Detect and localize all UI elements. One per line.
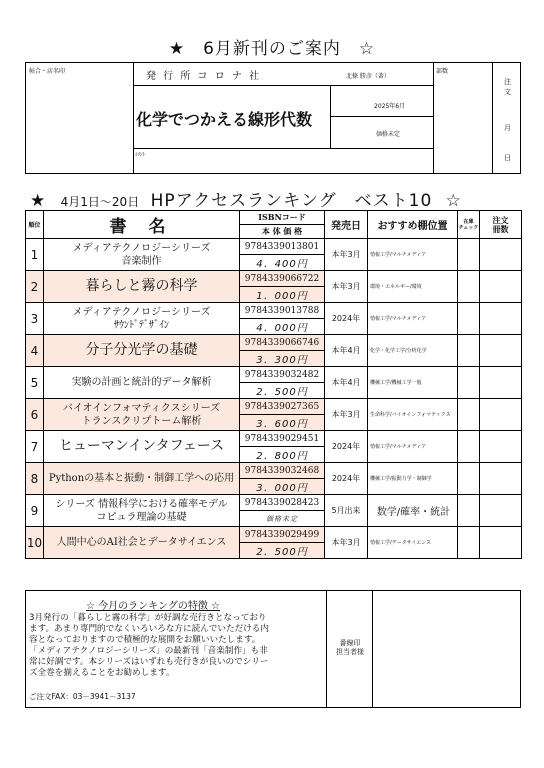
row-rank: 4 [26,335,44,367]
row-order-qty-cell[interactable] [480,463,522,495]
row-stock-check-cell[interactable] [458,431,480,463]
row-isbn: 9784339029499 [240,527,325,543]
header-order-line2: 冊数 [492,224,509,234]
features-line: 容となっておりますので積極的な展開をお願いいたします。 [29,635,261,645]
row-shelf: 情報工学/マルチメディア [368,303,458,335]
pub-date: 2025年6月 [374,103,406,110]
row-isbn: 9784339066746 [240,335,325,351]
book-title: 化学でつかえる線形代数 [136,110,313,129]
row-order-qty-cell[interactable] [480,367,522,399]
row-name-line: シリーズ 情報科学における確率モデル [55,498,228,510]
row-price: 2．500円 [240,543,325,559]
divider [326,591,327,707]
ranking-body [26,239,522,559]
row-name-line: ヒューマンインタフェース [58,438,225,454]
row-stock-check-cell[interactable] [458,367,480,399]
row-name [44,271,240,303]
divider [330,116,433,117]
row-isbn: 9784339029451 [240,431,325,447]
row-date: 2024年 [325,463,368,495]
table-row [26,239,522,255]
header-date: 発売日 [325,211,368,239]
row-isbn: 9784339013788 [240,303,325,319]
features-line: ます。あまり専門的でなくいろいろな方に読んでいただける内 [29,624,269,634]
side-label-4: 日 [504,154,511,162]
row-rank: 1 [26,239,44,271]
row-isbn: 9784339027365 [240,399,325,415]
header-check-line2: チェック [458,224,479,231]
row-date: 本年4月 [325,335,368,367]
row-shelf: 機械工学/振動力学・制御学 [368,463,458,495]
author: 北條 勝彦（著） [346,73,390,80]
row-shelf: 環境・エネルギー/環境 [368,271,458,303]
row-shelf: 情報工学/マルチメディア [368,431,458,463]
features-box [25,590,521,708]
stamp-label-line1: 番線印 [339,639,361,647]
row-shelf: 数学/確率・統計 [368,495,458,527]
row-rank: 3 [26,303,44,335]
row-name-line: トランスクリプトーム解析 [81,415,202,427]
header-check-line1: 在庫 [463,218,474,225]
row-isbn: 9784339013801 [240,239,325,255]
row-price: 2．800円 [240,447,325,463]
price-status: 価格未定 [376,131,401,138]
header-shelf: おすすめ棚位置 [368,211,458,239]
row-name [44,303,240,335]
row-date: 2024年 [325,431,368,463]
row-shelf: 情報工学/マルチメディア [368,239,458,271]
stamp-label [331,639,369,657]
side-label-3: 月 [504,124,511,132]
row-stock-check-cell[interactable] [458,335,480,367]
row-name-line: バイオインフォマティクスシリーズ [62,402,221,414]
star-outline-icon: ☆ [445,191,461,211]
features-text [29,613,325,679]
row-shelf: 生命科学/バイオインフォマティクス [368,399,458,431]
row-price: 4．400円 [240,255,325,271]
row-price: 3．300円 [240,351,325,367]
row-isbn: 9784339032482 [240,367,325,383]
table-row [26,367,522,383]
row-isbn: 9784339028423 [240,495,325,511]
table-row [26,335,522,351]
row-name-line: 実験の計画と統計的データ解析 [71,377,212,388]
row-date: 5月出来 [325,495,368,527]
features-line: 常に好調です。本シリーズはいずれも売行きが良いのでシリー [29,657,269,667]
row-rank: 5 [26,367,44,399]
row-isbn: 9784339066722 [240,271,325,287]
divider [133,63,134,173]
row-rank: 10 [26,527,44,559]
note-label: ｺﾒﾝﾄ [135,152,146,158]
divider [133,148,433,149]
table-row [26,495,522,511]
row-order-qty-cell[interactable] [480,495,522,527]
row-stock-check-cell[interactable] [458,495,480,527]
divider [372,591,373,707]
row-rank: 7 [26,431,44,463]
row-price: 1．000円 [240,287,325,303]
row-order-qty-cell[interactable] [480,303,522,335]
table-row [26,303,522,319]
row-date: 本年3月 [325,239,368,271]
row-name [44,335,240,367]
row-name [44,463,240,495]
row-stock-check-cell[interactable] [458,239,480,271]
row-shelf: 化学・化学工学/分析化学 [368,335,458,367]
table-row [26,527,522,543]
publisher-label: 発 行 所 コ ロ ナ 社 [146,71,262,82]
divider [492,63,493,173]
row-order-qty-cell[interactable] [480,399,522,431]
row-rank: 6 [26,399,44,431]
row-stock-check-cell[interactable] [458,399,480,431]
row-date: 本年3月 [325,527,368,559]
table-row [26,271,522,287]
side-label-2: 文 [504,88,511,96]
row-stock-check-cell[interactable] [458,527,480,559]
header-check [458,211,480,239]
star-icon: ★ [30,191,46,211]
row-price: 4．000円 [240,319,325,335]
row-name-line: コピュラ理論の基礎 [96,511,187,523]
row-name-line: メディアテクノロジーシリーズ [72,306,211,318]
row-name-line: 人間中心のAI社会とデータサイエンス [56,537,227,548]
table-row [26,399,522,415]
row-order-qty-cell[interactable] [480,239,522,271]
row-date: 本年4月 [325,367,368,399]
header-order-line1: 注文 [492,215,509,225]
store-label: 帖合・店名印 [29,68,66,75]
row-isbn: 9784339032468 [240,463,325,479]
row-stock-check-cell[interactable] [458,303,480,335]
row-stock-check-cell[interactable] [458,271,480,303]
row-name [44,527,240,559]
page-title: ★ 6月新刊のご案内 ☆ [168,39,376,59]
stamp-label-line2: 担当者様 [336,648,364,656]
row-name-line: メディアテクノロジーシリーズ [72,242,211,254]
ranking-heading: HPアクセスランキング ベスト10 [150,191,433,211]
features-title: ☆ 今月のランキングの特徴 ☆ [86,601,220,612]
copies-label: 部数 [436,68,449,75]
row-name [44,431,240,463]
divider [433,63,434,173]
row-order-qty-cell[interactable] [480,527,522,559]
row-name-line: Pythonの基本と振動・制御工学への応用 [48,473,235,484]
row-rank: 9 [26,495,44,527]
row-rank: 8 [26,463,44,495]
row-price: 2．500円 [240,383,325,399]
row-price: 3．600円 [240,415,325,431]
row-name-line: 暮らしと霧の科学 [85,278,198,294]
row-date: 2024年 [325,303,368,335]
header-order [480,211,522,239]
row-name [44,399,240,431]
header-isbn: ISBNコード [240,211,325,225]
row-price: 3．000円 [240,479,325,495]
order-fax: ご注文FAX：03－3941－3137 [29,692,136,701]
side-label-1: 注 [504,78,511,86]
header-name: 書 名 [44,211,240,239]
ranking-period: 4月1日～20日 [60,195,140,209]
table-row [26,463,522,479]
row-name [44,239,240,271]
header-price: 本 体 価 格 [240,225,325,239]
order-form-box [25,62,521,174]
row-date: 本年3月 [325,399,368,431]
row-price: 価格未定 [240,511,325,527]
row-rank: 2 [26,271,44,303]
row-name-line: ｻｳﾝﾄﾞﾃﾞｻﾞｲﾝ [114,319,169,331]
row-shelf: 情報工学/データサイエンス [368,527,458,559]
header-rank: 順位 [26,211,44,239]
features-line: ズ全巻を揃えることをお勧めします。 [29,668,175,678]
table-row [26,431,522,447]
ranking-title [30,186,530,211]
features-line: 3月発行の「暮らしと霧の科学」が好調な売行きとなっており [29,613,267,623]
features-line: 「メディアテクノロジーシリーズ」の最新刊「音楽制作」も非 [29,646,268,656]
row-name-line: 分子分光学の基礎 [85,342,198,358]
ranking-table [25,210,522,559]
row-name [44,495,240,527]
row-date: 本年3月 [325,271,368,303]
row-order-qty-cell[interactable] [480,431,522,463]
row-order-qty-cell[interactable] [480,271,522,303]
divider [330,85,331,148]
divider [133,85,433,86]
row-shelf: 機械工学/機械工学一般 [368,367,458,399]
row-name-line: 音楽制作 [121,255,162,267]
row-stock-check-cell[interactable] [458,463,480,495]
row-order-qty-cell[interactable] [480,335,522,367]
row-name [44,367,240,399]
